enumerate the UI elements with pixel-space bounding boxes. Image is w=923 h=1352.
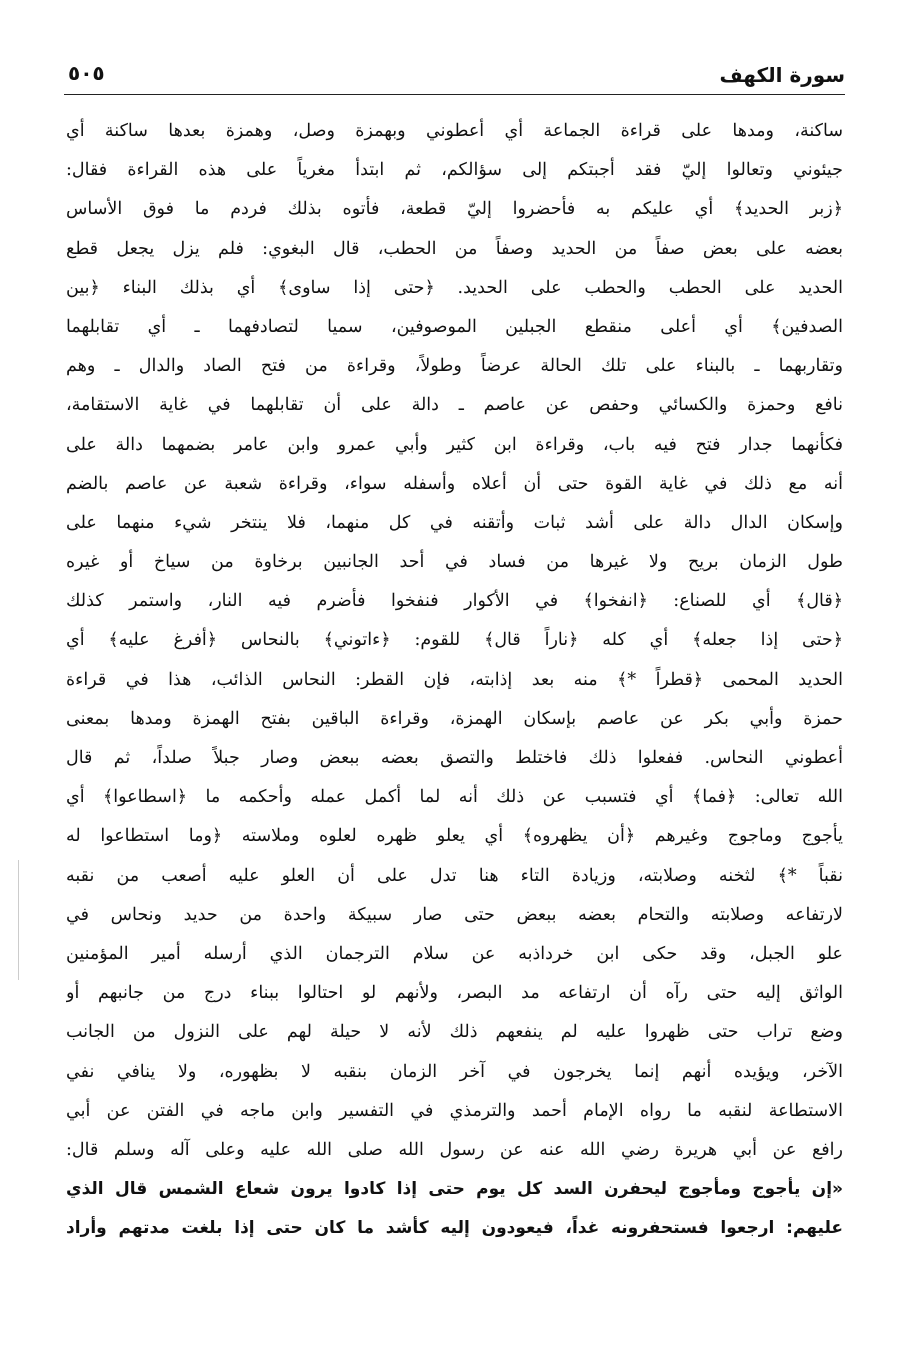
text-line: أنه مع ذلك في غاية القوة حتى أن أعلاه وأسفله سواء، وقراءة شعبة عن عاصم بالضم [66,473,843,494]
text-line: «إن يأجوج ومأجوج ليحفرن السد كل يوم حتى إذا كادوا يرون شعاع الشمس قال الذي [66,1179,843,1200]
margin-mark [18,860,19,980]
text-line: الحديد على الحطب والحطب على الحديد. ﴿حتى إذا ساوى﴾ أي بذلك البناء ﴿بين [66,277,843,298]
text-line: بعضه على بعض صفاً من الحديد وصفاً من الحطب، قال البغوي: فلم يزل يجعل قطع [66,238,843,259]
text-line: ﴿قال﴾ أي للصناع: ﴿انفخوا﴾ في الأكوار فنفخوا فأضرم فيه النار، واستمر كذلك [66,591,843,612]
text-line: ساكنة، ومدها على قراءة الجماعة أي أعطوني وبهمزة وصل، وهمزة بعدها ساكنة أي [66,121,843,141]
body-text [66,112,843,1248]
text-line: الآخر، ويؤيده أنهم إنما يخرجون في آخر الزمان بنقبه لا بظهوره، ولا ينافي نفي [66,1061,843,1082]
text-line: عليهم: ارجعوا فستحفرونه غداً، فيعودون إليه كأشد ما كان حتى إذا بلغت مدتهم وأراد [66,1218,843,1239]
surah-title: سورة الكهف [719,63,845,87]
text-line: الله تعالى: ﴿فما﴾ أي فتسبب عن ذلك أنه لما أكمل عمله وأحكمه ما ﴿اسطاعوا﴾ أي [66,787,843,808]
text-line: ﴿زبر الحديد﴾ أي عليكم به فأحضروا إليّ قطعة، فأتوه بذلك فردم ما فوق الأساس [66,199,843,220]
text-line: الحديد المحمى ﴿قطراً *﴾ منه بعد إذابته، فإن القطر: النحاس الذائب، هذا في قراءة [66,669,843,690]
text-line: نافع وحمزة والكسائي وحفص عن عاصم ـ دالة على أن تقابلهما في غاية الاستقامة، [66,395,843,416]
text-line: الاستطاعة لنقبه ما رواه الإمام أحمد والترمذي في التفسير وابن ماجه في الفتن عن أبي [66,1100,843,1121]
text-line: علو الجبل، وقد حكى ابن خرداذبه عن سلام الترجمان الذي أرسله أمير المؤمنين [66,943,843,964]
text-line: وضع تراب حتى ظهروا عليه لم ينفعهم ذلك لأنه لا حيلة لهم على النزول من الجانب [66,1022,843,1043]
text-line: لارتفاعه وصلابته والتحام بعضه ببعض حتى صار سبيكة واحدة من حديد ونحاس في [66,904,843,925]
text-line: نقباً *﴾ لثخنه وصلابته، وزيادة التاء هنا تدل على أن العلو عليه أصعب من نقبه [66,865,843,886]
text-line: أعطوني النحاس. ففعلوا ذلك فاختلط والتصق بعضه ببعض وصار جبلاً صلداً، ثم قال [66,748,843,768]
text-line: جيئوني وتعالوا إليّ فقد أجبتكم إلى سؤالكم، ثم ابتدأ مغرياً على هذه القراءة فقال: [66,160,843,181]
text-line: ﴿حتى إذا جعله﴾ أي كله ﴿ناراً قال﴾ للقوم: ﴿ءاتوني﴾ بالنحاس ﴿أفرغ عليه﴾ أي [66,630,843,651]
text-line: طول الزمان بريح ولا غيرها من فساد في أحد الجانبين برخاوة من سياخ أو غيره [66,552,843,573]
text-line: وتقاربهما ـ بالبناء على تلك الحالة عرضاً وطولاً، وقراءة من فتح الصاد والدال ـ وهم [66,356,843,377]
header-divider [64,94,845,95]
text-line: فكأنهما جدار فتح فيه باب، وقراءة ابن كثير وأبي عمرو وابن عامر بضمهما دالة على [66,434,843,455]
text-line: رافع عن أبي هريرة رضي الله عنه عن رسول الله صلى الله عليه وعلى آله وسلم قال: [66,1139,843,1160]
page-number: ٥٠٥ [68,61,105,85]
text-line: الواثق إليه حتى رآه أن ارتفاعه مد البصر، ولأنهم لو احتالوا ببناء درج من جانبهم أو [66,983,843,1004]
text-line: وإسكان الدال دالة على أشد ثبات وأتقنه في كل منهما، فلا ينتخر شيء منهما على [66,512,843,533]
text-line: حمزة وأبي بكر عن عاصم بإسكان الهمزة، وقراءة الباقين بفتح الهمزة ومدها بمعنى [66,708,843,729]
text-line: الصدفين﴾ أي أعلى منقطع الجبلين الموصوفين، سميا لتصادفهما ـ أي تقابلهما [66,316,843,337]
text-line: يأجوج وماجوج وغيرهم ﴿أن يظهروه﴾ أي يعلو ظهره لعلوه وملاسته ﴿وما استطاعوا له [66,826,843,847]
page-header [68,52,845,92]
